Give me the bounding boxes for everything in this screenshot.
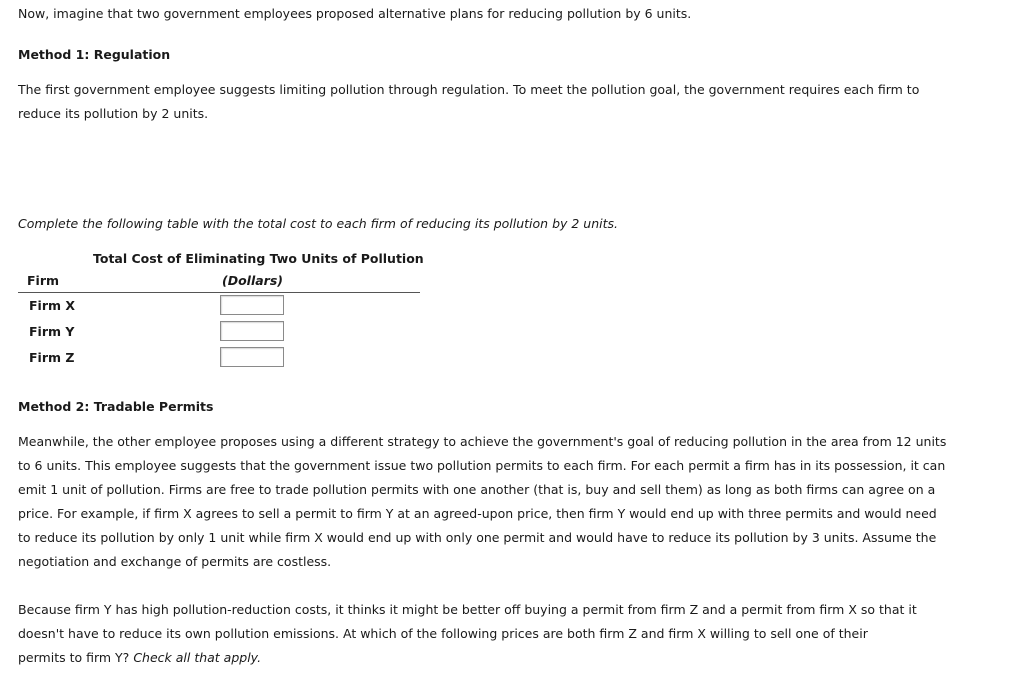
table-title: Total Cost of Eliminating Two Units of Pollution [93,251,424,266]
method2-question-hint: Check all that apply. [133,650,262,665]
firm-y-cost-input[interactable] [220,321,284,341]
method1-body: The first government employee suggests limiting pollution through regulation. To meet the pollution goal, the government requires each firm to reduce its pollution by 2 units. [18,82,920,121]
table-row-label-firm-y: Firm Y [29,324,75,339]
method2-question-text: Because firm Y has high pollution-reduction costs, it thinks it might be better off buying a permit from firm Z and a permit from firm X so that it doesn't have to reduce its own pollution emissions. At which of the following prices are both firm Z and firm X willing to sell one of their permits to firm Y? [18,602,917,665]
table-row-label-firm-x: Firm X [29,298,76,313]
method2-heading: Method 2: Tradable Permits [18,399,214,414]
intro-text: Now, imagine that two government employees proposed alternative plans for reducing pollution by 6 units. [18,6,692,21]
firm-z-cost-input[interactable] [220,347,284,367]
method2-body: Meanwhile, the other employee proposes using a different strategy to achieve the government's goal of reducing pollution in the area from 12 units to 6 units. This employee suggests that the government issue two pollution permits to each firm. For each permit a firm has in its possession, it can emit 1 unit of pollution. Firms are free to trade pollution permits with one another (that is, buy and sell them) as long as both firms can agree on a price. For example, if firm X agrees to sell a permit to firm Y at an agreed-upon price, then firm Y would end up with three permits and would need to reduce its pollution by only 1 unit while firm X would end up with only one permit and would have to reduce its pollution by 3 units. Assume the negotiation and exchange of permits are costless. [18,434,947,569]
firm-x-cost-input[interactable] [220,295,284,315]
method2-question [18,598,918,670]
table-firm-header: Firm [27,273,60,288]
table-header-rule [18,292,420,293]
method1-instruction: Complete the following table with the total cost to each firm of reducing its pollution by 2 units. [18,216,618,231]
method1-heading: Method 1: Regulation [18,47,171,62]
table-row-label-firm-z: Firm Z [29,350,75,365]
table-units-header: (Dollars) [222,273,283,288]
